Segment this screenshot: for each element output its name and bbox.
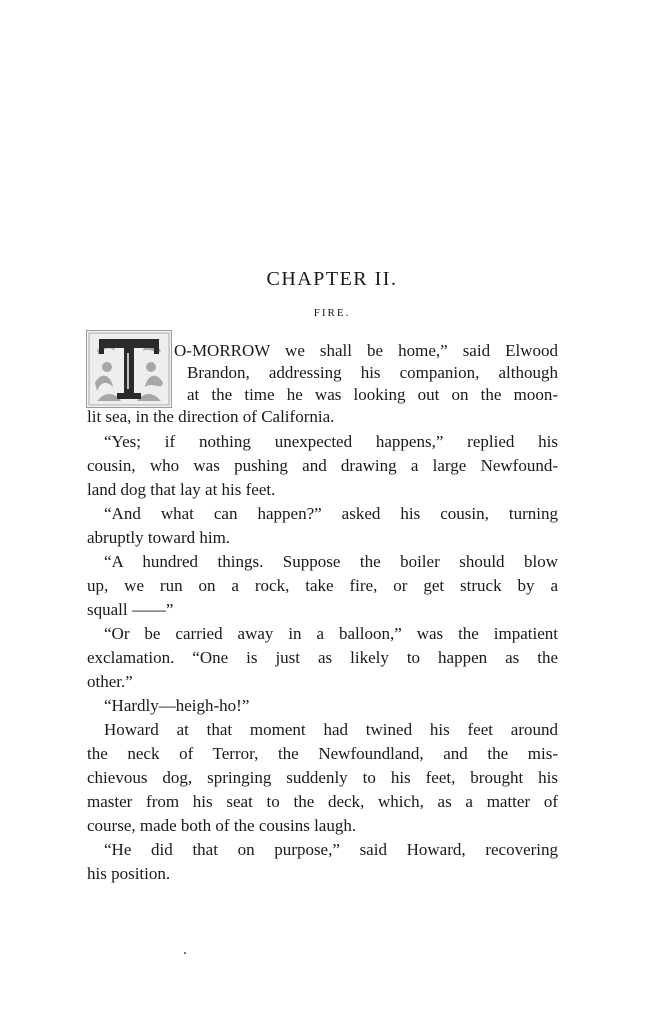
text-line: Brandon, addressing his companion, although	[187, 363, 558, 382]
text-line: Howard at that moment had twined his feet around	[104, 720, 558, 739]
text-line: lit sea, in the direction of California.	[87, 407, 335, 426]
text-line: “Yes; if nothing unexpected happens,” replied his	[104, 432, 558, 451]
text-line: “And what can happen?” asked his cousin, turning	[104, 504, 558, 523]
text-line: other.”	[87, 672, 133, 691]
text-line: the neck of Terror, the Newfoundland, and the mis-	[87, 744, 558, 763]
text-line: “He did that on purpose,” said Howard, recovering	[104, 840, 558, 859]
text-line: “Hardly—heigh-ho!”	[104, 696, 250, 715]
chapter-heading: CHAPTER II.	[266, 268, 398, 290]
text-line: exclamation. “One is just as likely to happen as the	[87, 648, 558, 667]
text-line: his position.	[87, 864, 171, 883]
text-line: course, made both of the cousins laugh.	[87, 816, 357, 835]
stray-mark	[184, 952, 186, 954]
text-line: chievous dog, springing suddenly to his feet, brought his	[87, 768, 558, 787]
text-line: cousin, who was pushing and drawing a large Newfound-	[87, 456, 558, 475]
text-line: “Or be carried away in a balloon,” was the impatient	[104, 624, 558, 643]
chapter-title: FIRE.	[313, 307, 351, 319]
text-line: “A hundred things. Suppose the boiler should blow	[104, 552, 558, 571]
text-line: abruptly toward him.	[87, 528, 231, 547]
text-line: land dog that lay at his feet.	[87, 480, 276, 499]
text-line: up, we run on a rock, take fire, or get struck by a	[87, 576, 558, 595]
text-line: at the time he was looking out on the moon-	[187, 385, 558, 404]
text-line: O-MORROW we shall be home,” said Elwood	[174, 341, 558, 360]
text-line: master from his seat to the deck, which, as a matter of	[87, 792, 558, 811]
text-line: squall ——”	[87, 600, 174, 619]
ornamental-initial-t-icon	[86, 330, 172, 408]
